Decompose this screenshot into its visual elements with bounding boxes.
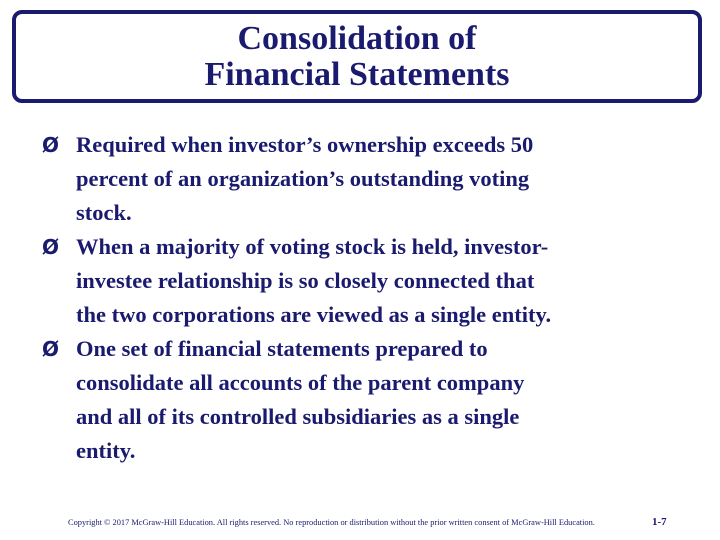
bullet-item xyxy=(40,332,680,468)
arrow-bullet-icon: Ø xyxy=(42,235,60,259)
arrow-bullet-icon: Ø xyxy=(42,337,60,361)
bullet-text-line: and all of its controlled subsidiaries as a single xyxy=(76,404,520,429)
bullet-list xyxy=(40,128,680,468)
bullet-text-line: One set of financial statements prepared to xyxy=(76,336,488,361)
title-box xyxy=(12,10,702,103)
bullet-text-line: investee relationship is so closely connected that xyxy=(76,268,535,293)
slide-title-line-2: Financial Statements xyxy=(204,55,510,93)
bullet-text-line: consolidate all accounts of the parent company xyxy=(76,370,525,395)
slide-footer xyxy=(0,515,720,531)
page-number: 1-7 xyxy=(652,516,667,528)
bullet-text-line: stock. xyxy=(76,200,132,225)
arrow-bullet-icon: Ø xyxy=(42,133,60,157)
bullet-text-line: Required when investor’s ownership exceeds 50 xyxy=(76,132,534,157)
bullet-text-line: percent of an organization’s outstanding voting xyxy=(76,166,530,191)
bullet-text-line: the two corporations are viewed as a single entity. xyxy=(76,302,552,327)
copyright-notice: Copyright © 2017 McGraw-Hill Education. All rights reserved. No reproduction or distribution without the prior written consent of McGraw-Hill Education. xyxy=(68,518,595,527)
bullet-text-line: When a majority of voting stock is held, investor- xyxy=(76,234,549,259)
bullet-item xyxy=(40,128,680,230)
slide-title-line-1: Consolidation of xyxy=(237,19,477,57)
bullet-text-line: entity. xyxy=(76,438,136,463)
bullet-item xyxy=(40,230,680,332)
